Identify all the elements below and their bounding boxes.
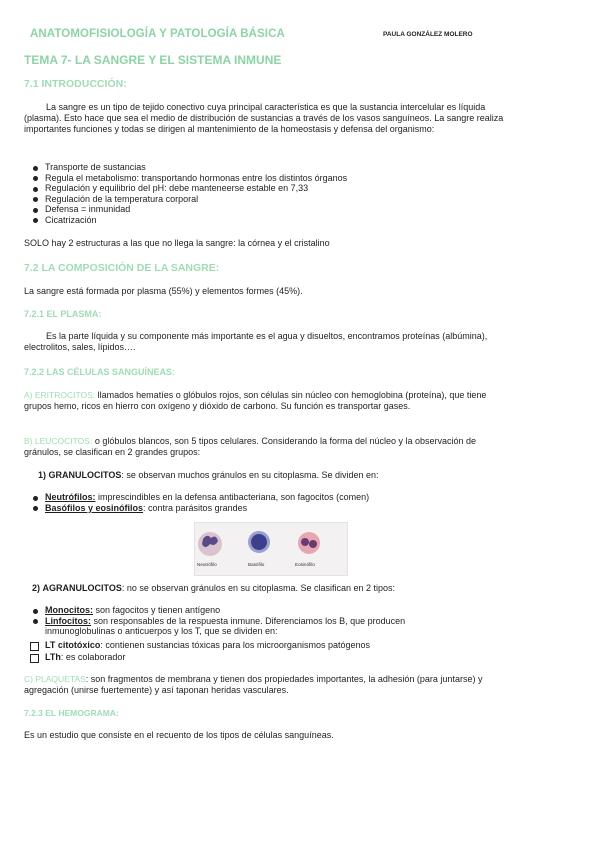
leukocytes-text: o glóbulos blancos, son 5 tipos celulares. Considerando la forma del núcleo y la observación de gránulos, se clasifican en 2 grandes grupos: [24, 436, 477, 457]
lt-cytotoxic-item [45, 640, 370, 651]
granulocytes-heading [38, 470, 379, 480]
leukocytes-label: B) LEUCOCITOS: [24, 436, 93, 446]
list-item [32, 605, 477, 616]
list-item: Regulación de la temperatura corporal [32, 194, 347, 205]
eosinophil-nucleus-2 [309, 540, 317, 548]
intro-paragraph: La sangre es un tipo de tejido conectivo cuya principal característica es que la sustancia intercelular es líquida (plasma). Esto hace que sea el medio de distribución de sustancias a través de los vasos sanguíneos. La sangre realiza importantes funciones y todas se dirigen al mantenimiento de la homeostasis y defensa del organismo: [24, 102, 504, 134]
intro-note: SOLO hay 2 estructuras a las que no llega la sangre: la córnea y el cristalino [24, 238, 330, 248]
granulocytes-figure [194, 522, 348, 576]
lt-cytotoxic-term: LT citotóxico [45, 640, 101, 650]
list-item: Regula el metabolismo: transportando hormonas entre los distintos órganos [32, 173, 347, 184]
header-author: PAULA GONZÁLEZ MOLERO [383, 31, 473, 38]
monocytes-text: son fagocitos y tienen antígeno [93, 605, 221, 615]
lth-item [45, 652, 125, 663]
neutrophils-text: imprescindibles en la defensa antibacteriana, son fagocitos (comen) [95, 492, 370, 502]
basophil-nucleus [251, 534, 267, 550]
section-heading-cells: 7.2.2 LAS CÉLULAS SANGUÍNEAS: [24, 367, 176, 377]
erythrocytes-text: llamados hematíes o glóbulos rojos, son células sin núcleo con hemoglobina (proteína), que tiene grupos hemo, ricos en hierro con oxígeno y dióxido de carbono. Su función es transportar gases. [24, 390, 487, 411]
granulocytes-term: GRANULOCITOS [48, 470, 122, 480]
hemogram-paragraph: Es un estudio que consiste en el recuento de los tipos de células sanguíneas. [24, 730, 334, 740]
erythrocytes-label: A) ERITROCITOS: [24, 390, 96, 400]
section-heading-intro: 7.1 INTRODUCCIÓN: [24, 78, 127, 90]
list-item: Defensa = inmunidad [32, 204, 347, 215]
section-heading-composition: 7.2 LA COMPOSICIÓN DE LA SANGRE: [24, 262, 220, 274]
figure-label-neutrophil: Neutrófilo [197, 562, 217, 567]
section-heading-hemogram: 7.2.3 EL HEMOGRAMA: [24, 708, 119, 718]
agranulocytes-term: AGRANULOCITOS [42, 583, 122, 593]
platelets-paragraph [24, 674, 504, 696]
header-subject: ANATOMOFISIOLOGÍA Y PATOLOGÍA BÁSICA [30, 28, 285, 40]
checkbox-icon [30, 654, 39, 663]
agranulocytes-number: 2) [32, 583, 41, 593]
list-item: Cicatrización [32, 215, 347, 226]
functions-list [32, 162, 347, 226]
leukocytes-paragraph [24, 436, 504, 458]
agranulocytes-list [32, 605, 477, 637]
granulocytes-number: 1) [38, 470, 47, 480]
basophils-term: Basófilos y eosinófilos [45, 502, 144, 513]
granulocytes-list [32, 492, 369, 513]
platelets-label: C) PLAQUETAS [24, 674, 86, 684]
list-item [32, 503, 369, 514]
plasma-paragraph: Es la parte líquida y su componente más importante es el agua y disueltos, encontramos proteínas (albúmina), electrolitos, sales, lípidos…. [24, 331, 488, 352]
list-item [32, 616, 477, 637]
section-heading-plasma: 7.2.1 EL PLASMA: [24, 309, 102, 319]
platelets-text: : son fragmentos de membrana y tienen dos propiedades importantes, la adhesión (para juntarse) y agregación (unirse fuertemente) y así taponan heridas vasculares. [24, 674, 483, 695]
agranulocytes-text: : no se observan gránulos en su citoplasma. Se clasifican en 2 tipos: [121, 583, 396, 593]
lymphocytes-text: son responsables de la respuesta inmune. Diferenciamos los B, que producen inmunoglobulinas o anticuerpos y los T, que se dividen en: [45, 615, 406, 637]
list-item: Transporte de sustancias [32, 162, 347, 173]
figure-label-eosinophil: Eosinófilo [295, 562, 315, 567]
composition-paragraph: La sangre está formada por plasma (55%) y elementos formes (45%). [24, 286, 303, 296]
granulocytes-text: : se observan muchos gránulos en su citoplasma. Se dividen en: [121, 470, 379, 480]
lth-text: : es colaborador [60, 652, 126, 662]
lth-term: LTh [45, 652, 61, 662]
eosinophil-nucleus-1 [301, 538, 309, 546]
neutrophils-term: Neutrófilos: [45, 492, 96, 502]
figure-label-basophil: Basófilo [248, 562, 265, 567]
list-item: Regulación y equilibrio del pH: debe manteneerse estable en 7,33 [32, 183, 347, 194]
basophils-text: : contra parásitos grandes [143, 502, 248, 513]
list-item [32, 492, 369, 503]
monocytes-term: Monocitos: [45, 605, 93, 615]
document-title: TEMA 7- LA SANGRE Y EL SISTEMA INMUNE [24, 53, 282, 67]
lt-cytotoxic-text: : contienen sustancias tóxicas para los microorganismos patógenos [100, 640, 370, 650]
lymphocytes-term: Linfocitos: [45, 615, 91, 626]
erythrocytes-paragraph [24, 390, 504, 412]
checkbox-icon [30, 642, 39, 651]
agranulocytes-heading [32, 583, 395, 593]
cell-images [195, 523, 347, 575]
